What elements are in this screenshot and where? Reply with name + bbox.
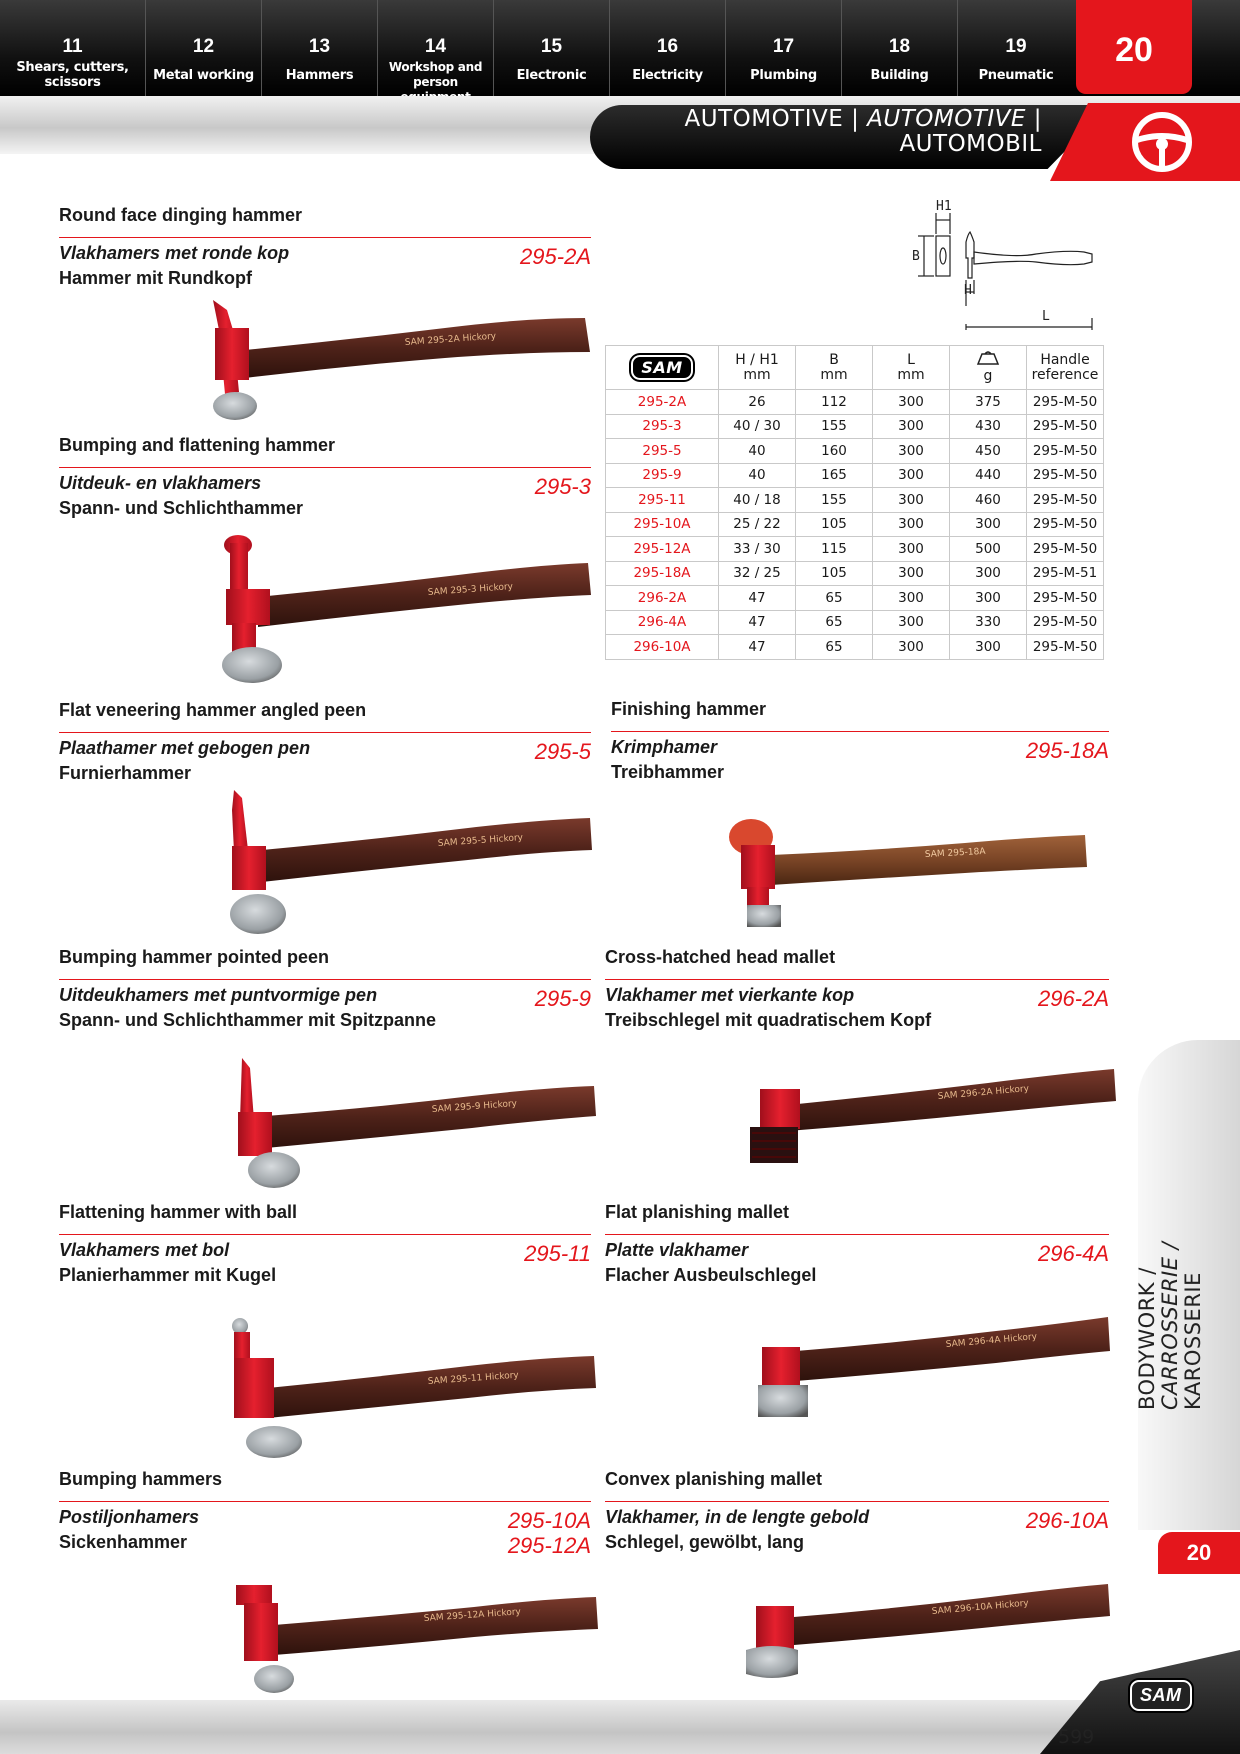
product-divider [59,979,591,980]
table-cell: 295-M-50 [1027,586,1104,611]
nav-tab-18[interactable]: 18 Building [842,0,958,96]
table-row [606,537,1104,562]
product-name-de: Planierhammer mit Kugel [59,1265,277,1285]
steering-wheel-icon [1130,110,1194,174]
table-cell: 40 / 18 [719,488,796,513]
table-cell: 295-M-50 [1027,488,1104,513]
table-cell: 165 [796,463,873,488]
top-nav [0,0,1240,96]
product-name-nl: Vlakhamer met vierkante kop [605,985,855,1005]
table-cell: 26 [719,390,796,415]
nav-tab-label: Pneumatic [978,68,1054,83]
svg-text:SAM 295-3 Hickory: SAM 295-3 Hickory [427,582,514,598]
table-cell-ref[interactable]: 295-18A [606,561,719,586]
table-cell: 430 [950,414,1027,439]
side-chapter-number[interactable]: 20 [1158,1532,1240,1574]
table-cell: 65 [796,610,873,635]
svg-text:SAM 295-5 Hickory: SAM 295-5 Hickory [437,833,524,849]
table-cell: 32 / 25 [719,561,796,586]
table-cell: 47 [719,610,796,635]
table-cell: 160 [796,439,873,464]
nav-tab-20-active[interactable]: 20 [1076,0,1192,94]
table-row [606,610,1104,635]
table-cell: 47 [719,586,796,611]
product-code[interactable]: 295-10A [507,1508,591,1533]
product-divider [605,1234,1109,1235]
product-name-nl: Plaathamer met gebogen pen [59,738,311,758]
nav-tab-label: Plumbing [750,68,817,83]
table-cell: 300 [873,586,950,611]
hammer-image-bumping-flattening [218,535,593,685]
nav-tab-13[interactable]: 13 Hammers [262,0,378,96]
product-name-de: Hammer mit Rundkopf [59,268,253,288]
table-cell-ref[interactable]: 295-11 [606,488,719,513]
nav-tab-11[interactable]: 11 Shears, cutters, scissors [0,0,146,96]
table-cell: 460 [950,488,1027,513]
table-cell: 450 [950,439,1027,464]
table-cell: 300 [873,610,950,635]
dim-label-h1: H1 [936,199,952,214]
table-cell: 330 [950,610,1027,635]
table-cell: 300 [873,439,950,464]
product-name-de: Furnierhammer [59,763,192,783]
nav-tab-label: Building [870,68,929,83]
nav-tab-15[interactable]: 15 Electronic [494,0,610,96]
table-cell: 440 [950,463,1027,488]
product-name-en: Convex planishing mallet [605,1469,823,1489]
table-cell: 300 [873,512,950,537]
table-cell: 295-M-50 [1027,414,1104,439]
table-cell: 115 [796,537,873,562]
side-category-label: BODYWORK / CARROSSERIE / KAROSSERIE [1135,1241,1205,1410]
product-name-de: Sickenhammer [59,1532,188,1552]
hammer-image-angled-peen [228,790,593,940]
table-cell: 300 [873,561,950,586]
product-name-de: Treibhammer [611,762,725,782]
col-header-handle: Handle reference [1027,346,1104,390]
dim-label-l: L [1042,309,1050,324]
table-cell: 300 [873,390,950,415]
table-cell-ref[interactable]: 295-9 [606,463,719,488]
product-code[interactable]: 295-9 [534,986,591,1011]
hammer-dimension-diagram [906,198,1112,338]
dim-label-h: H [964,283,972,298]
page-number: 599 [1058,1726,1095,1748]
col-header-l: L mm [873,346,950,390]
nav-tab-label: Electricity [632,68,703,83]
product-code[interactable]: 295-5 [534,739,591,764]
nav-tab-label: Metal working [153,68,254,83]
product-code[interactable]: 296-10A [1025,1508,1109,1533]
table-cell: 295-M-50 [1027,610,1104,635]
table-cell: 105 [796,561,873,586]
product-name-en: Finishing hammer [611,699,767,719]
table-cell: 295-M-50 [1027,512,1104,537]
nav-tab-19[interactable]: 19 Pneumatic [958,0,1074,96]
table-cell-ref[interactable]: 295-2A [606,390,719,415]
nav-tab-16[interactable]: 16 Electricity [610,0,726,96]
table-row [606,439,1104,464]
table-cell: 105 [796,512,873,537]
product-name-de: Spann- und Schlichthammer [59,498,304,518]
product-name-en: Bumping hammer pointed peen [59,947,330,967]
table-cell: 155 [796,414,873,439]
product-name-de: Treibschlegel mit quadratischem Kopf [605,1010,932,1030]
spec-table [605,345,1104,660]
table-cell: 300 [950,635,1027,660]
product-code[interactable]: 295-12A [507,1533,591,1558]
table-cell: 300 [873,463,950,488]
svg-text:SAM 295-9 Hickory: SAM 295-9 Hickory [431,1099,518,1115]
table-cell-ref[interactable]: 296-4A [606,610,719,635]
product-divider [59,1501,591,1502]
product-name-en: Flat planishing mallet [605,1202,790,1222]
table-cell: 33 / 30 [719,537,796,562]
product-name-nl: Platte vlakhamer [605,1240,749,1260]
table-cell: 300 [950,561,1027,586]
table-cell-ref[interactable]: 296-10A [606,635,719,660]
nav-tab-14[interactable]: 14 Workshop and person [378,0,494,96]
table-cell: 295-M-50 [1027,439,1104,464]
nav-tab-label: Hammers [285,68,354,83]
table-cell: 295-M-50 [1027,537,1104,562]
product-name-de: Schlegel, gewölbt, lang [605,1532,805,1552]
table-cell-ref[interactable]: 295-3 [606,414,719,439]
table-cell: 300 [873,635,950,660]
table-cell: 300 [873,488,950,513]
sam-logo: SAM [631,355,692,380]
table-row [606,512,1104,537]
table-cell: 295-M-50 [1027,390,1104,415]
table-cell-ref[interactable]: 295-10A [606,512,719,537]
nav-tab-label: Shears, cutters, [16,60,129,75]
table-cell: 40 [719,463,796,488]
svg-text:SAM 296-4A Hickory: SAM 296-4A Hickory [945,1332,1038,1350]
product-name-en: Flat veneering hammer angled peen [59,700,367,720]
table-row [606,586,1104,611]
table-cell: 300 [873,537,950,562]
table-cell: 295-M-50 [1027,635,1104,660]
product-code[interactable]: 295-3 [534,474,591,499]
table-logo-cell [606,346,719,390]
hammer-image-round-face [205,300,595,425]
product-name-en: Bumping hammers [59,1469,223,1489]
col-header-weight: g [950,346,1027,390]
svg-text:SAM 295-11 Hickory: SAM 295-11 Hickory [427,1370,520,1387]
product-divider [59,732,591,733]
col-header-b: B mm [796,346,873,390]
product-name-de: Spann- und Schlichthammer mit Spitzpanne [59,1010,437,1030]
product-code[interactable]: 296-2A [1038,986,1109,1011]
table-row [606,414,1104,439]
table-cell: 40 [719,439,796,464]
hammer-image-finishing [725,815,1090,935]
spec-table-body [606,390,1104,660]
table-cell-ref[interactable]: 295-5 [606,439,719,464]
table-header-row [606,346,1104,390]
product-name-nl: Krimphamer [611,737,718,757]
product-name-en: Flattening hammer with ball [59,1202,298,1222]
product-code[interactable]: 296-4A [1038,1241,1109,1266]
table-cell: 300 [873,414,950,439]
table-cell: 112 [796,390,873,415]
table-cell-ref[interactable]: 295-12A [606,537,719,562]
col-header-h: H / H1 mm [719,346,796,390]
table-cell: 25 / 22 [719,512,796,537]
table-cell: 300 [950,512,1027,537]
nav-tab-label: scissors [44,75,101,90]
hammer-image-bumping [234,1585,600,1695]
product-divider [59,1234,591,1235]
svg-text:SAM 296-2A Hickory: SAM 296-2A Hickory [937,1084,1030,1102]
product-name-nl: Postiljonhamers [59,1507,200,1527]
hammer-image-pointed-peen [232,1058,597,1190]
nav-tab-12[interactable]: 12 Metal working [146,0,262,96]
table-row [606,561,1104,586]
product-name-nl: Uitdeuk- en vlakhamers [59,473,262,493]
svg-text:SAM 295-12A Hickory: SAM 295-12A Hickory [423,1607,522,1624]
product-divider [59,467,591,468]
product-code[interactable]: 295-2A [520,244,591,269]
product-code[interactable]: 295-11 [524,1241,591,1266]
hammer-image-cross-hatched [748,1055,1118,1167]
table-cell: 500 [950,537,1027,562]
table-cell-ref[interactable]: 296-2A [606,586,719,611]
product-name-nl: Vlakhamers met ronde kop [59,243,290,263]
table-row [606,390,1104,415]
footer-sam-logo: SAM [1130,1680,1192,1711]
table-cell: 295-M-51 [1027,561,1104,586]
product-name-nl: Uitdeukhamers met puntvormige pen [59,985,378,1005]
table-row [606,635,1104,660]
hammer-image-ball [228,1318,598,1458]
table-cell: 40 / 30 [719,414,796,439]
svg-text:SAM 295-18A: SAM 295-18A [924,846,986,860]
svg-text:SAM 295-2A Hickory: SAM 295-2A Hickory [404,331,497,348]
product-name-nl: Vlakhamers met bol [59,1240,230,1260]
product-divider [611,731,1109,732]
product-name-en: Cross-hatched head mallet [605,947,836,967]
hammer-image-flat-planishing [756,1305,1111,1425]
table-row [606,463,1104,488]
product-name-en: Round face dinging hammer [59,205,303,225]
product-name-de: Flacher Ausbeulschlegel [605,1265,817,1285]
table-cell: 65 [796,586,873,611]
table-cell: 155 [796,488,873,513]
table-cell: 295-M-50 [1027,463,1104,488]
product-divider [605,979,1109,980]
product-name-nl: Vlakhamer, in de lengte gebold [605,1507,870,1527]
table-row [606,488,1104,513]
dim-label-b: B [912,249,920,264]
table-cell: 375 [950,390,1027,415]
table-cell: 300 [950,586,1027,611]
product-divider [605,1501,1109,1502]
nav-tab-17[interactable]: 17 Plumbing [726,0,842,96]
table-cell: 65 [796,635,873,660]
product-name-en: Bumping and flattening hammer [59,435,336,455]
nav-tab-label: Electronic [516,68,587,83]
product-code[interactable]: 295-18A [1025,738,1109,763]
section-title: AUTOMOTIVE | AUTOMOTIVE | AUTOMOBIL [684,106,1042,157]
nav-tab-label: Workshop and person [388,60,483,89]
product-divider [59,237,591,238]
hammer-image-convex-planishing [742,1570,1112,1682]
table-cell: 47 [719,635,796,660]
svg-text:SAM 296-10A Hickory: SAM 296-10A Hickory [931,1598,1030,1617]
weight-icon [976,351,1000,365]
